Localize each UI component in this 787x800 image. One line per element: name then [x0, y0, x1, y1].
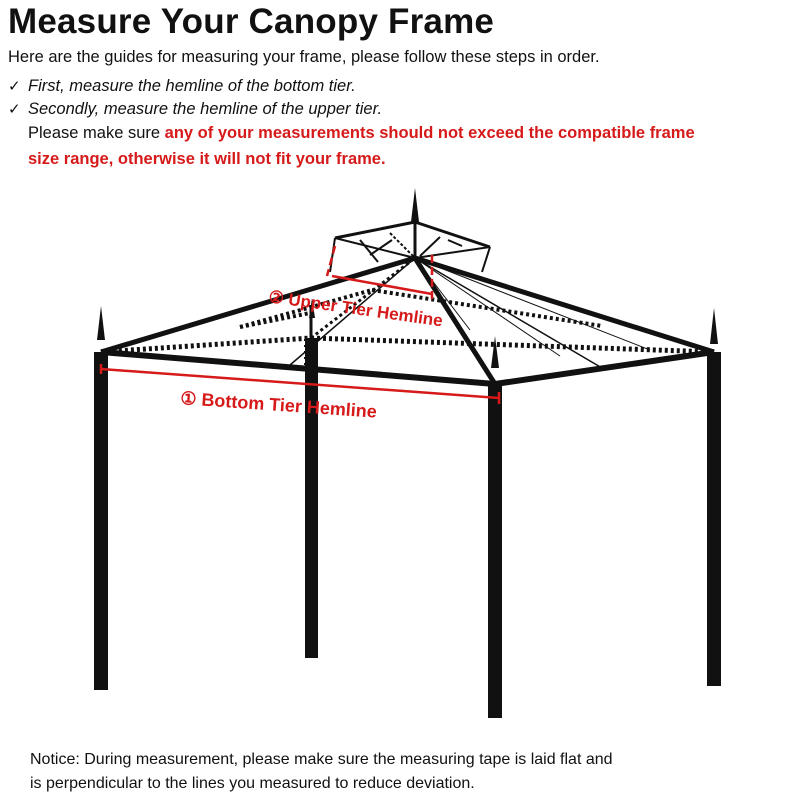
finial-left	[97, 306, 105, 340]
back-left-leg	[305, 338, 318, 658]
warning-highlight-2: size range, otherwise it will not fit your frame.	[28, 150, 386, 168]
step-1-text: First, measure the hemline of the bottom tier.	[28, 77, 356, 95]
frame-lines	[94, 188, 721, 718]
warning-prefix: Please make sure	[28, 124, 165, 142]
front-left-leg	[94, 352, 108, 690]
back-right-leg	[707, 352, 721, 686]
finial-right	[710, 308, 718, 344]
intro-text: Here are the guides for measuring your frame, please follow these steps in order.	[8, 48, 600, 66]
front-right-leg	[488, 384, 502, 718]
upper-tier-label: ② Upper Tier Hemline	[267, 287, 444, 331]
notice-text	[30, 748, 613, 796]
bottom-tier-label: ① Bottom Tier Hemline	[179, 388, 378, 422]
checkmark-icon: ✓	[8, 78, 21, 95]
page-title: Measure Your Canopy Frame	[8, 2, 495, 41]
notice-line-1: Notice: During measurement, please make sure the measuring tape is laid flat and	[30, 751, 613, 768]
checkmark-icon: ✓	[8, 101, 21, 118]
finial-front	[491, 336, 499, 368]
warning-highlight-1: any of your measurements should not exceed the compatible frame	[164, 124, 695, 142]
notice-line-2: is perpendicular to the lines you measured to reduce deviation.	[30, 775, 475, 792]
finial-top	[411, 188, 419, 222]
step-2-text: Secondly, measure the hemline of the upper tier.	[28, 100, 383, 118]
